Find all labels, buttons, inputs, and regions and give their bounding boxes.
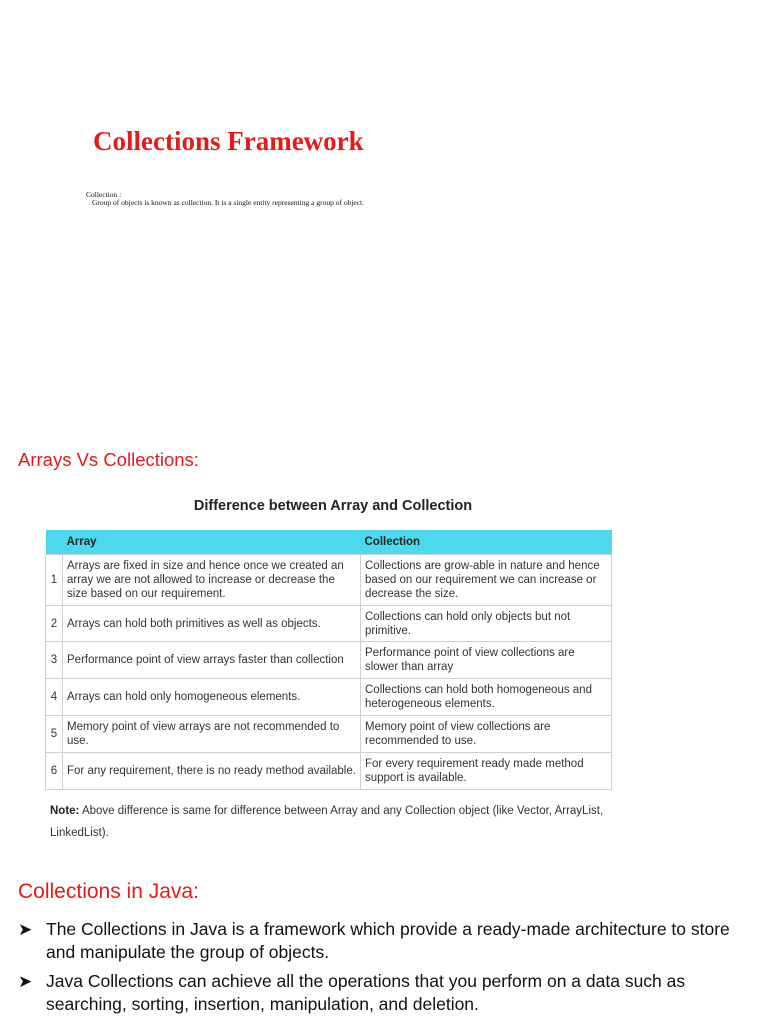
list-item (18, 970, 758, 1016)
collection-cell: For every requirement ready made method support is available. (361, 753, 612, 790)
row-number: 3 (46, 642, 63, 679)
table-row (46, 555, 612, 606)
row-number: 2 (46, 606, 63, 642)
row-number: 4 (46, 679, 63, 716)
header-array: Array (63, 530, 361, 555)
table-row (46, 716, 612, 753)
row-number: 6 (46, 753, 63, 790)
array-cell: Arrays can hold both primitives as well as objects. (63, 606, 361, 642)
row-number: 1 (46, 555, 63, 606)
list-item (18, 918, 758, 964)
table-row (46, 606, 612, 642)
comparison-table (45, 530, 612, 790)
collection-cell: Collections can hold only objects but not primitive. (361, 606, 612, 642)
table-title: Difference between Array and Collection (193, 498, 473, 514)
page-title: Collections Framework (93, 126, 364, 156)
collection-cell: Collections are grow-able in nature and hence based on our requirement we can increase or decrease the size. (361, 555, 612, 606)
collections-in-java-heading: Collections in Java: (18, 880, 199, 903)
table-row (46, 642, 612, 679)
header-number-cell (46, 530, 63, 555)
table-header-row (46, 530, 612, 555)
arrow-bullet-icon: ➤ (18, 972, 33, 991)
collection-cell: Memory point of view collections are recommended to use. (361, 716, 612, 753)
arrow-bullet-icon: ➤ (18, 920, 33, 939)
table-row (46, 679, 612, 716)
table-row (46, 753, 612, 790)
bullet-text: The Collections in Java is a framework which provide a ready-made architecture to store and manipulate the group of objects. (46, 919, 730, 962)
array-cell: For any requirement, there is no ready method available. (63, 753, 361, 790)
bullet-text: Java Collections can achieve all the operations that you perform on a data such as searching, sorting, insertion, manipulation, and deletion. (46, 971, 686, 1014)
header-collection: Collection (361, 530, 612, 555)
array-cell: Performance point of view arrays faster than collection (63, 642, 361, 679)
collection-cell: Performance point of view collections are slower than array (361, 642, 612, 679)
collection-definition-text: Group of objects is known as collection. It is a single entity representing a group of object. (92, 198, 365, 207)
table-note (50, 800, 615, 844)
collections-bullet-list (18, 918, 758, 1022)
note-text: Above difference is same for difference between Array and any Collection object (like Vector, ArrayList, LinkedList). (50, 805, 604, 839)
array-cell: Memory point of view arrays are not recommended to use. (63, 716, 361, 753)
array-cell: Arrays are fixed in size and hence once we created an array we are not allowed to increase or decrease the size based on our requirement. (63, 555, 361, 606)
collection-cell: Collections can hold both homogeneous and heterogeneous elements. (361, 679, 612, 716)
arrays-vs-collections-heading: Arrays Vs Collections: (18, 449, 199, 470)
row-number: 5 (46, 716, 63, 753)
note-label: Note: (50, 805, 80, 817)
array-cell: Arrays can hold only homogeneous elements. (63, 679, 361, 716)
collection-definition-label: Collection : (86, 190, 122, 199)
